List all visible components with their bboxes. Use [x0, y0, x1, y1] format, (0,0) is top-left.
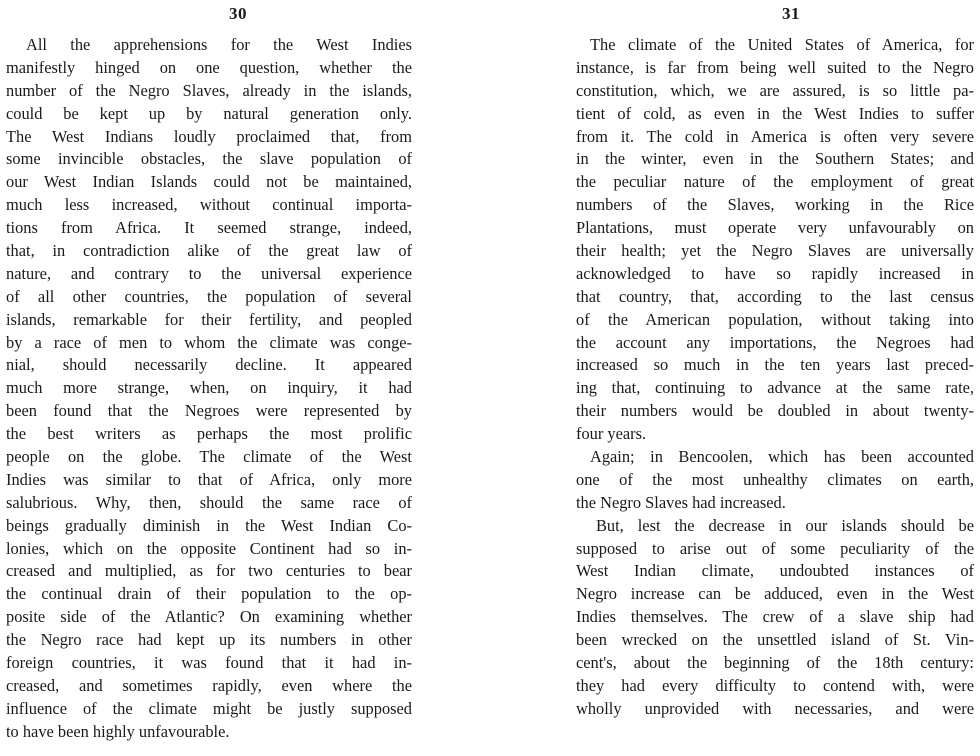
- text-line: that, in contradiction alike of the great law of: [6, 241, 412, 261]
- right-page-text: [576, 34, 974, 721]
- text-line: that country, that, according to the last census: [576, 286, 974, 306]
- text-line: The West Indians loudly proclaimed that, from: [6, 126, 412, 146]
- text-line: much more strange, when, on inquiry, it had: [6, 378, 412, 398]
- text-line: numbers of the Slaves, working in the Rice: [576, 195, 974, 215]
- text-line: their numbers would be doubled in about twenty-: [576, 401, 974, 421]
- text-line: The climate of the United States of America, for: [590, 35, 974, 54]
- text-line: the account any importations, the Negroes had: [576, 332, 974, 352]
- text-line: from it. The cold in America is often very severe: [576, 126, 974, 146]
- text-line: by a race of men to whom the climate was conge-: [6, 332, 412, 352]
- right-page: [510, 0, 980, 756]
- text-line: been wrecked on the unsettled island of St. Vin-: [576, 630, 974, 650]
- text-line: instance, is far from being well suited to the Negro: [576, 57, 974, 77]
- text-line: salubrious. Why, then, should the same race of: [6, 492, 412, 512]
- text-line: Indies was similar to that of Africa, only more: [6, 469, 412, 489]
- text-line: in the winter, even in the Southern States; and: [576, 149, 974, 169]
- text-line: Indies themselves. The crew of a slave ship had: [576, 607, 974, 627]
- text-line: people on the globe. The climate of the West: [6, 447, 412, 467]
- text-line: the peculiar nature of the employment of great: [576, 172, 974, 192]
- text-line: to have been highly unfavourable.: [6, 721, 230, 741]
- text-line: tient of cold, as even in the West Indies to suffer: [576, 103, 974, 123]
- text-line: tions from Africa. It seemed strange, indeed,: [6, 218, 412, 238]
- text-line: nial, should necessarily decline. It appeared: [6, 355, 412, 375]
- text-line: the Negro race had kept up its numbers in other: [6, 630, 412, 650]
- text-line: creased, and sometimes rapidly, even where the: [6, 675, 412, 695]
- text-line: beings gradually diminish in the West Indian Co-: [6, 515, 412, 535]
- text-line: acknowledged to have so rapidly increased in: [576, 263, 974, 283]
- text-line: nature, and contrary to the universal experience: [6, 263, 412, 283]
- text-line: the Negro Slaves had increased.: [576, 492, 786, 512]
- left-page-number: 30: [229, 4, 247, 23]
- text-line: Negro increase can be adduced, even in the West: [576, 584, 974, 604]
- text-line: manifestly hinged on one question, whether the: [6, 57, 412, 77]
- text-line: islands, remarkable for their fertility, and peopled: [6, 309, 412, 329]
- text-line: increased so much in the ten years last preced-: [576, 355, 974, 375]
- text-line: of the American population, without taking into: [576, 309, 974, 329]
- text-line: cent's, about the beginning of the 18th century:: [576, 653, 974, 673]
- text-line: some invincible obstacles, the slave population of: [6, 149, 412, 169]
- text-line: lonies, which on the opposite Continent had so in-: [6, 538, 412, 558]
- text-line: West Indian climate, undoubted instances of: [576, 561, 974, 581]
- text-line: All the apprehensions for the West Indies: [26, 35, 412, 54]
- text-line: Plantations, must operate very unfavourably on: [576, 218, 974, 238]
- text-line: the continual drain of their population to the op-: [6, 584, 412, 604]
- text-line: they had every difficulty to contend with, were: [576, 675, 974, 695]
- text-line: their health; yet the Negro Slaves are universally: [576, 241, 974, 261]
- text-line: influence of the climate might be justly supposed: [6, 698, 412, 718]
- text-line: could be kept up by natural generation only.: [6, 103, 412, 123]
- text-line: creased and multiplied, as for two centuries to bear: [6, 561, 412, 581]
- text-line: supposed to arise out of some peculiarity of the: [576, 538, 974, 558]
- text-line: But, lest the decrease in our islands should be: [596, 515, 974, 535]
- text-line: been found that the Negroes were represented by: [6, 401, 412, 421]
- text-line: number of the Negro Slaves, already in the islands,: [6, 80, 412, 100]
- text-line: wholly unprovided with necessaries, and were: [576, 698, 974, 718]
- text-line: one of the most unhealthy climates on earth,: [576, 469, 974, 489]
- text-line: four years.: [576, 424, 647, 444]
- text-line: of all other countries, the population of several: [6, 286, 412, 306]
- left-page-text: [6, 34, 412, 744]
- text-line: our West Indian Islands could not be maintained,: [6, 172, 412, 192]
- text-line: ing that, continuing to advance at the same rate,: [576, 378, 974, 398]
- right-page-number: 31: [782, 4, 800, 23]
- text-line: foreign countries, it was found that it had in-: [6, 653, 412, 673]
- left-page: [0, 0, 470, 756]
- text-line: much less increased, without continual importa-: [6, 195, 412, 215]
- text-line: Again; in Bencoolen, which has been accounted: [590, 447, 974, 467]
- text-line: posite side of the Atlantic? On examining whether: [6, 607, 412, 627]
- text-line: the best writers as perhaps the most prolific: [6, 424, 412, 444]
- text-line: constitution, which, we are assured, is so little pa-: [576, 80, 974, 100]
